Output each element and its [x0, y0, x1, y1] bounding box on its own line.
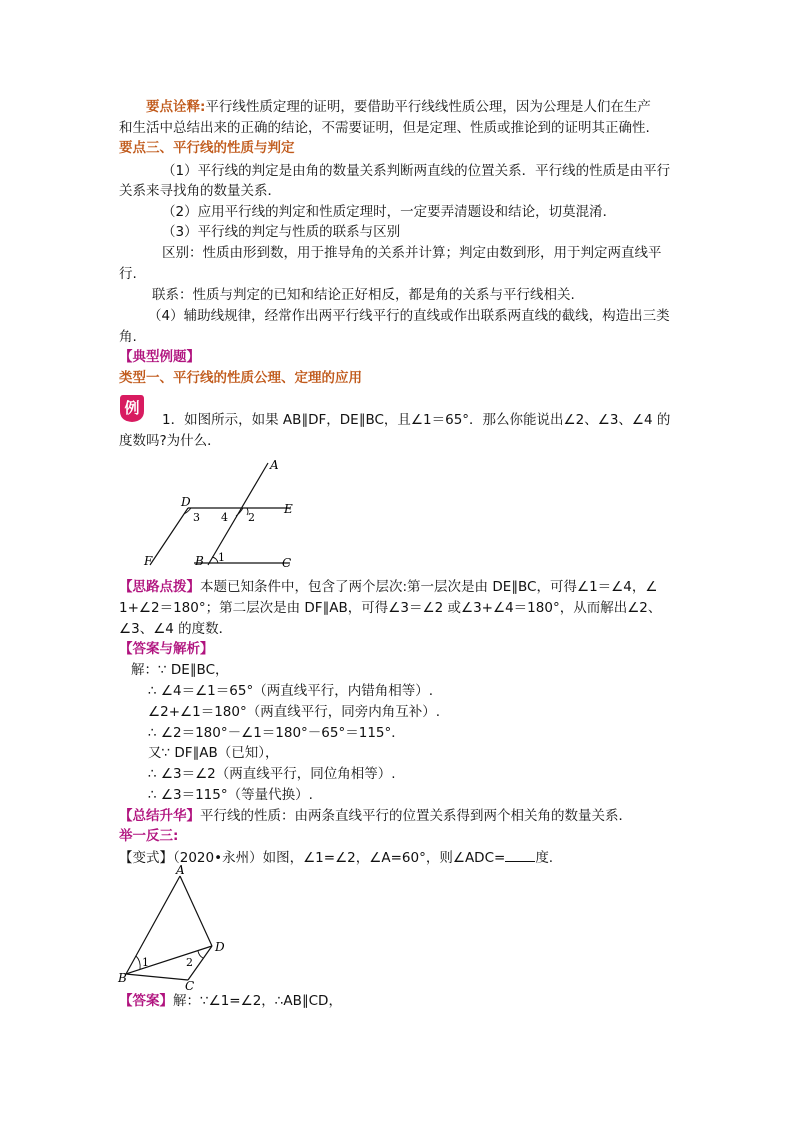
fig1-label-c: C [282, 556, 292, 570]
hint-label: 【思路点拨】 [119, 579, 200, 595]
figure-2-quadrilateral [112, 862, 232, 992]
fig1-angle-3: 3 [193, 511, 200, 524]
example-1-line-2: 度数吗?为什么． [119, 433, 221, 449]
key-note-label: 要点诠释: [146, 99, 206, 115]
practice-heading: 举一反三: [119, 828, 179, 844]
key-note-line-2: 和生活中总结出来的正确的结论，不需要证明，但是定理、性质或推论到的证明其正确性. [119, 120, 650, 136]
solution-step-7: ∴ ∠3＝115°（等量代换）. [148, 787, 313, 803]
answer-line [119, 991, 342, 1011]
item-3-difference: 区别：性质由形到数，用于推导角的关系并计算；判定由数到形，用于判定两直线平 [162, 245, 662, 261]
hint-line-1 [119, 577, 657, 597]
fig2-label-c: C [185, 979, 195, 992]
variant-label: 【变式】 [119, 850, 173, 866]
item-1-line-1: （1）平行线的判定是由角的数量关系判断两直线的位置关系．平行线的性质是由平行 [162, 163, 671, 179]
item-3-relation: 联系：性质与判定的已知和结论正好相反，都是角的关系与平行线相关. [152, 287, 575, 303]
solution-step-2: ∴ ∠4＝∠1＝65°（两直线平行，内错角相等）. [148, 683, 433, 699]
example-badge [119, 393, 145, 423]
hint-line-2: 1+∠2＝180°；第二层次是由 DF∥AB，可得∠3＝∠2 或∠3+∠4＝180°，从而解出∠2、 [119, 600, 662, 616]
variant-tail: 度. [535, 850, 554, 866]
fig1-label-b: B [195, 554, 204, 568]
solution-step-4: ∴ ∠2＝180°－∠1＝180°－65°＝115°． [148, 725, 405, 741]
type-1-heading: 类型一、平行线的性质公理、定理的应用 [119, 370, 362, 386]
fig1-angle-4: 4 [221, 511, 228, 524]
summary-line [119, 806, 632, 826]
key-note-line-1 [146, 97, 651, 117]
section-3-heading: 要点三、平行线的性质与判定 [119, 140, 295, 156]
fig1-label-d: D [181, 495, 191, 509]
fig2-angle-2: 2 [186, 956, 193, 969]
solution-step-5: 又∵ DF∥AB（已知）， [148, 745, 279, 761]
fig1-angle-1: 1 [218, 551, 225, 564]
typical-examples-heading: 【典型例题】 [119, 349, 200, 365]
example-1-line-1: 1．如图所示，如果 AB∥DF，DE∥BC，且∠1＝65°．那么你能说出∠2、∠3、∠4 的 [162, 412, 671, 428]
answer-label: 【答案】 [119, 993, 173, 1009]
fig2-label-a: A [176, 863, 185, 877]
key-note-text: 平行线性质定理的证明，要借助平行线线性质公理，因为公理是人们在生产 [205, 99, 651, 115]
fig1-label-f: F [144, 554, 153, 568]
item-3-difference-cont: 行. [119, 266, 137, 282]
fig1-angle-2: 2 [248, 511, 255, 524]
fig2-angle-1: 1 [142, 956, 149, 969]
answer-text: 解：∵∠1=∠2，∴AB∥CD， [173, 993, 342, 1009]
hint-line-3: ∠3、∠4 的度数． [119, 621, 233, 637]
item-2: （2）应用平行线的判定和性质定理时，一定要弄清题设和结论，切莫混淆． [162, 204, 617, 220]
fig2-label-b: B [118, 971, 127, 985]
example-badge-icon [119, 393, 145, 423]
summary-label: 【总结升华】 [119, 808, 200, 824]
solution-step-3: ∠2+∠1＝180°（两直线平行，同旁内角互补）. [148, 704, 441, 720]
fig1-label-e: E [284, 502, 293, 516]
variant-text: （2020•永州）如图，∠1=∠2，∠A=60°，则∠ADC= [173, 850, 506, 866]
solution-step-6: ∴ ∠3＝∠2（两直线平行，同位角相等）. [148, 766, 396, 782]
summary-text: 平行线的性质：由两条直线平行的位置关系得到两个相关角的数量关系． [200, 808, 632, 824]
item-1-line-2: 关系来寻找角的数量关系． [119, 183, 281, 199]
solution-step-1: 解：∵ DE∥BC， [131, 662, 229, 678]
item-4-line-2: 角. [119, 329, 137, 345]
example-badge-text: 例 [124, 399, 140, 417]
answer-analysis-heading: 【答案与解析】 [119, 641, 214, 657]
fig2-label-d: D [215, 940, 225, 954]
figure-1-parallel-lines [140, 455, 300, 575]
fig1-label-a: A [270, 458, 279, 472]
answer-blank [505, 847, 535, 862]
hint-text: 本题已知条件中，包含了两个层次:第一层次是由 DE∥BC，可得∠1＝∠4，∠ [200, 579, 658, 595]
item-4-line-1: （4）辅助线规律，经常作出两平行线平行的直线或作出联系两直线的截线，构造出三类 [148, 308, 670, 324]
item-3: （3）平行线的判定与性质的联系与区别 [162, 224, 401, 240]
